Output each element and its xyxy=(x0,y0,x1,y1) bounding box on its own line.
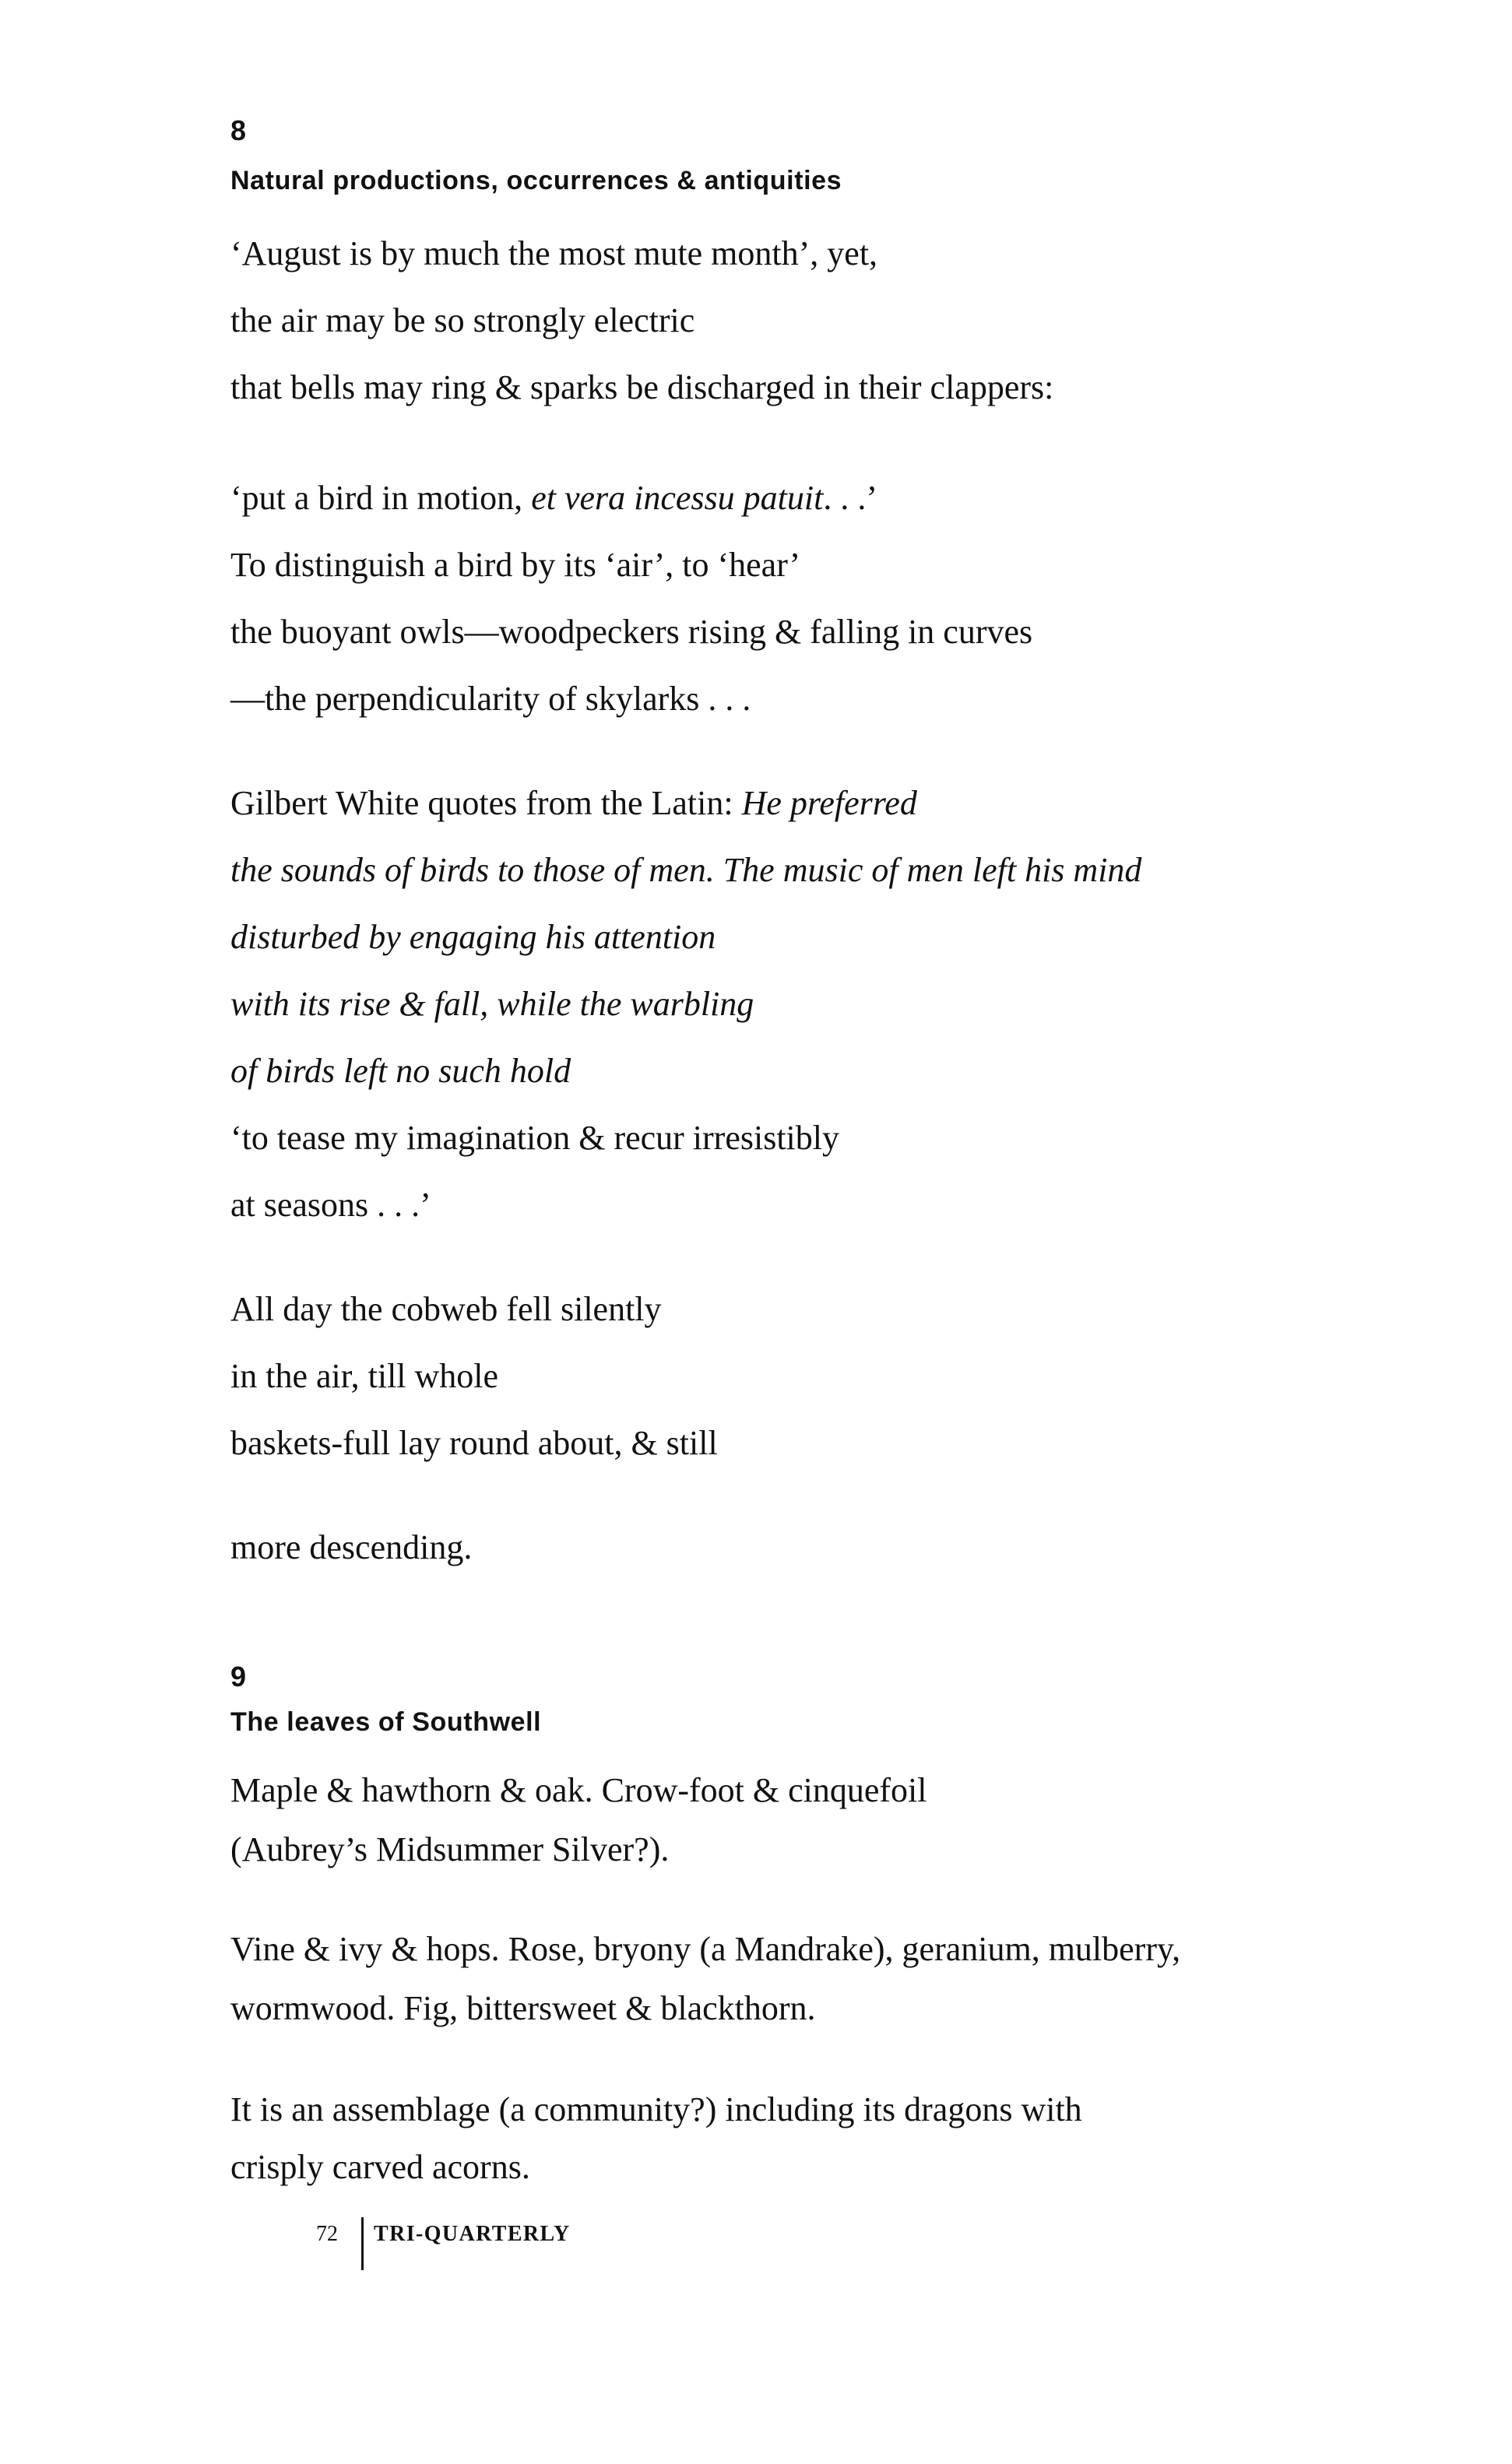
section-number: 9 xyxy=(230,1661,247,1692)
page xyxy=(230,0,1445,2464)
poem-line: the air may be so strongly electric xyxy=(230,301,695,339)
prose-line: wormwood. Fig, bittersweet & blackthorn. xyxy=(230,1989,816,2027)
poem-line: ‘August is by much the most mute month’, yet, xyxy=(230,234,878,272)
prose-line: It is an assemblage (a community?) including its dragons with xyxy=(230,2090,1082,2128)
poem-line: that bells may ring & sparks be discharged in their clappers: xyxy=(230,368,1054,406)
prose-line: Maple & hawthorn & oak. Crow-foot & cinquefoil xyxy=(230,1771,927,1809)
poem-line: To distinguish a bird by its ‘air’, to ‘hear’ xyxy=(230,546,801,584)
prose-line: Vine & ivy & hops. Rose, bryony (a Mandrake), geranium, mulberry, xyxy=(230,1930,1181,1968)
prose-line: (Aubrey’s Midsummer Silver?). xyxy=(230,1830,670,1868)
poem-line: —the perpendicularity of skylarks . . . xyxy=(230,680,751,718)
poem-text: ‘put a bird in motion, xyxy=(230,479,532,517)
poem-line xyxy=(230,782,917,825)
section-number: 8 xyxy=(230,114,247,146)
poem-line: with its rise & fall, while the warbling xyxy=(230,985,754,1023)
poem-text: . . .’ xyxy=(823,479,877,517)
poem-line: All day the cobweb fell silently xyxy=(230,1290,662,1328)
poem-line: in the air, till whole xyxy=(230,1357,499,1395)
poem-line: more descending. xyxy=(230,1528,473,1566)
poem-line: ‘to tease my imagination & recur irresistibly xyxy=(230,1119,840,1157)
journal-name: TRI-QUARTERLY xyxy=(374,2222,571,2246)
poem-line: at seasons . . .’ xyxy=(230,1186,431,1224)
poem-line xyxy=(230,476,877,520)
poem-line: of birds left no such hold xyxy=(230,1052,571,1090)
section-title: The leaves of Southwell xyxy=(230,1707,542,1737)
italic-text: He preferred xyxy=(741,784,917,822)
poem-line: the buoyant owls—woodpeckers rising & falling in curves xyxy=(230,613,1033,651)
section-title: Natural productions, occurrences & antiquities xyxy=(230,166,842,195)
prose-line: crisply carved acorns. xyxy=(230,2148,530,2186)
page-number: 72 xyxy=(316,2222,338,2246)
footer-divider xyxy=(361,2217,364,2270)
poem-line: the sounds of birds to those of men. The music of men left his mind xyxy=(230,851,1142,889)
poem-text: Gilbert White quotes from the Latin: xyxy=(230,784,742,822)
latin-quote: et vera incessu patuit xyxy=(531,479,824,517)
poem-line: disturbed by engaging his attention xyxy=(230,918,716,956)
poem-line: baskets-full lay round about, & still xyxy=(230,1424,718,1462)
